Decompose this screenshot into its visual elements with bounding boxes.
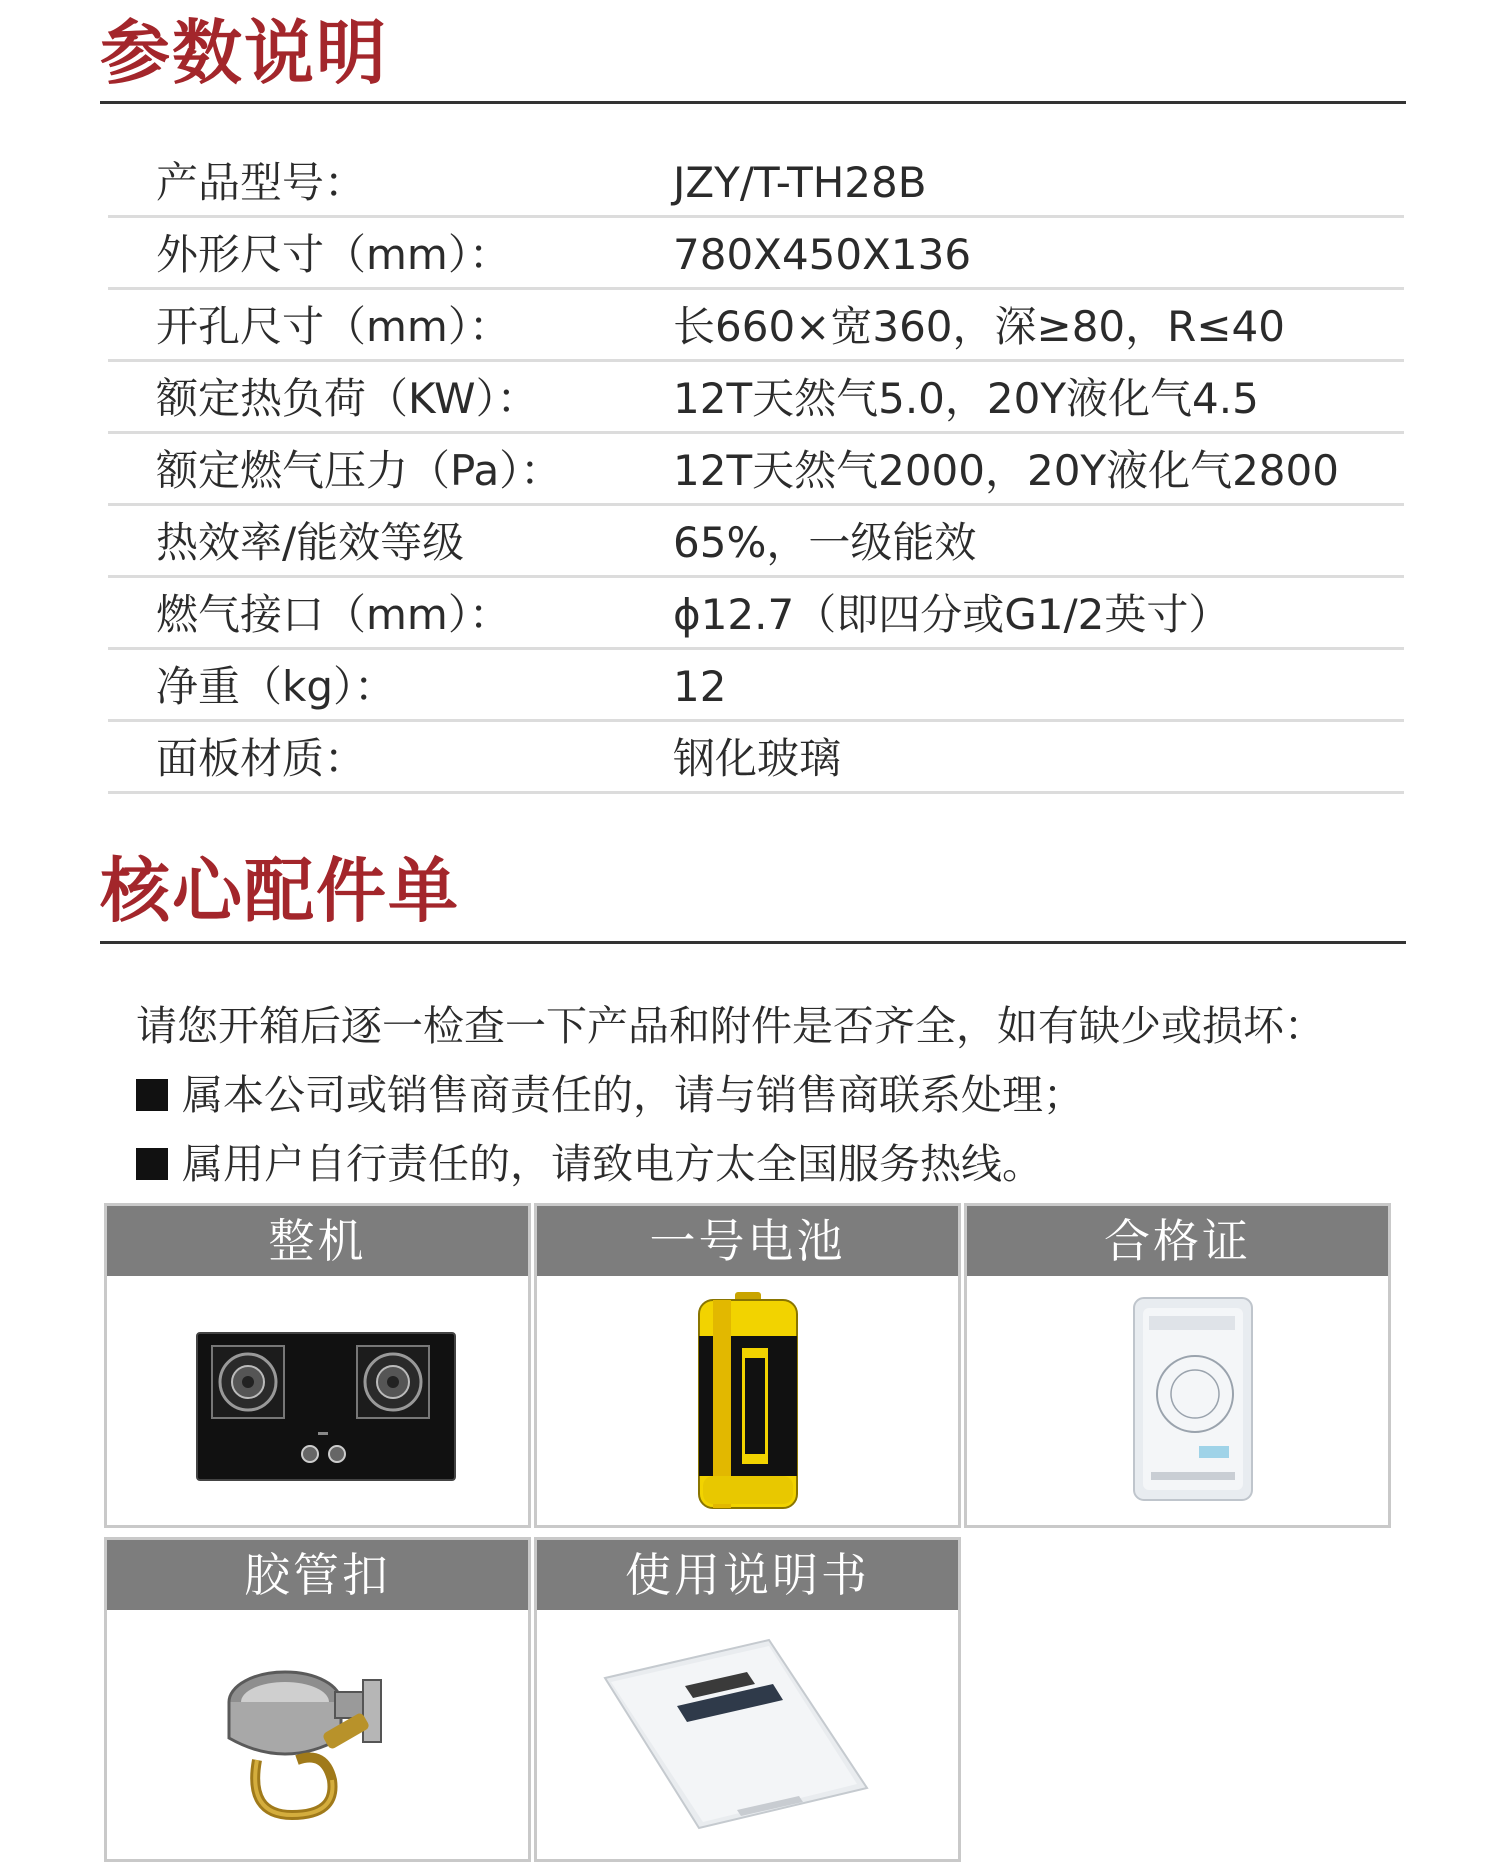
spec-label: 开孔尺寸（mm）： [156, 302, 511, 351]
section-title-accessories: 核心配件单 [100, 850, 460, 932]
accessory-name: 使用说明书 [537, 1540, 958, 1610]
spec-value: ϕ12.7（即四分或G1/2英寸） [673, 590, 1231, 639]
bullet-square-icon [136, 1079, 168, 1111]
notice-item [136, 1061, 1325, 1130]
spec-row [108, 218, 1404, 290]
bullet-square-icon [136, 1148, 168, 1180]
spec-row [108, 434, 1404, 506]
accessory-card-hose-clamp [104, 1537, 531, 1862]
accessory-image [967, 1276, 1388, 1528]
spec-value: 65%，一级能效 [673, 518, 977, 567]
accessory-image [107, 1276, 528, 1528]
section-title-specs: 参数说明 [100, 12, 388, 94]
spec-value: JZY/T-TH28B [673, 158, 927, 207]
hose-clamp-icon [107, 1610, 528, 1862]
spec-row [108, 650, 1404, 722]
manual-icon [537, 1610, 958, 1862]
gas-stove-icon [107, 1276, 528, 1528]
accessory-card-certificate [964, 1203, 1391, 1528]
spec-value: 长660×宽360，深≥80，R≤40 [673, 302, 1285, 351]
spec-label: 外形尺寸（mm）： [156, 230, 511, 279]
accessory-card-manual [534, 1537, 961, 1862]
spec-row [108, 290, 1404, 362]
spec-row [108, 362, 1404, 434]
section-divider [100, 941, 1406, 944]
notice-intro: 请您开箱后逐一检查一下产品和附件是否齐全，如有缺少或损坏： [136, 1002, 1325, 1050]
spec-label: 燃气接口（mm）： [156, 590, 511, 639]
spec-label: 热效率/能效等级 [156, 518, 465, 567]
accessory-name: 合格证 [967, 1206, 1388, 1276]
spec-label: 面板材质： [156, 734, 367, 783]
accessory-image [537, 1610, 958, 1862]
certificate-icon [967, 1276, 1388, 1528]
accessory-image [537, 1276, 958, 1528]
accessory-name: 一号电池 [537, 1206, 958, 1276]
spec-value: 12T天然气5.0，20Y液化气4.5 [673, 374, 1259, 423]
spec-row [108, 146, 1404, 218]
spec-label: 额定热负荷（KW）： [156, 374, 539, 423]
notice-item [136, 1130, 1325, 1199]
notice-text [136, 992, 1325, 1199]
spec-table [108, 146, 1404, 794]
accessory-card-stove [104, 1203, 531, 1528]
battery-icon [537, 1276, 958, 1528]
spec-row [108, 722, 1404, 794]
spec-value: 12T天然气2000，20Y液化气2800 [673, 446, 1339, 495]
accessory-name: 胶管扣 [107, 1540, 528, 1610]
spec-value: 780X450X136 [673, 230, 972, 279]
notice-item-text: 属用户自行责任的，请致电方太全国服务热线。 [182, 1140, 1043, 1188]
spec-label: 产品型号： [156, 158, 367, 207]
accessory-card-battery [534, 1203, 961, 1528]
spec-label: 额定燃气压力（Pa）： [156, 446, 563, 495]
notice-item-text: 属本公司或销售商责任的，请与销售商联系处理； [182, 1071, 1084, 1119]
spec-label: 净重（kg）： [156, 662, 396, 711]
section-divider [100, 101, 1406, 104]
spec-value: 钢化玻璃 [673, 734, 842, 783]
accessory-name: 整机 [107, 1206, 528, 1276]
spec-row [108, 506, 1404, 578]
spec-row [108, 578, 1404, 650]
accessory-image [107, 1610, 528, 1862]
spec-value: 12 [673, 662, 727, 711]
